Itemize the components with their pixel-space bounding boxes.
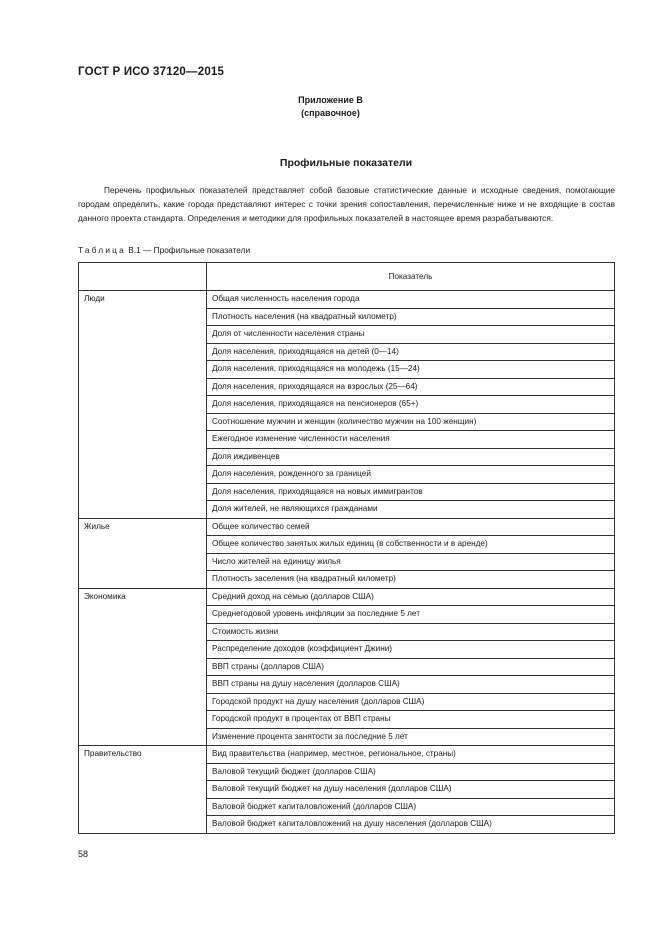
indicator-cell: Число жителей на единицу жилья <box>207 553 615 571</box>
indicator-cell: Валовой бюджет капиталовложений (долларов США) <box>207 798 615 816</box>
table-row <box>79 518 615 536</box>
indicator-cell: Плотность заселения (на квадратный километр) <box>207 571 615 589</box>
table-body <box>79 291 615 834</box>
intro-text: Перечень профильных показателей представляет собой базовые статистические данные и исходные сведения, помогающие городам определить, какие города представляют интерес с точки зрения сопоставления, перечисленные ниже и не входящие в состав данного проекта стандарта. Определения и методики для профильных показателей в настоящее время разрабатываются. <box>78 185 615 223</box>
indicator-cell: Валовой текущий бюджет (долларов США) <box>207 763 615 781</box>
section-title: Профильные показатели <box>279 157 413 169</box>
category-cell: Люди <box>79 291 207 519</box>
profile-indicators-table <box>78 262 615 834</box>
indicator-cell: Доля населения, приходящаяся на пенсионеров (65+) <box>207 396 615 414</box>
indicator-cell: Изменение процента занятости за последние 5 лет <box>207 728 615 746</box>
appendix-subtitle: (справочное) <box>301 108 360 118</box>
table-row <box>79 291 615 309</box>
indicator-cell: Доля населения, приходящаяся на новых иммигрантов <box>207 483 615 501</box>
table-caption <box>78 245 250 255</box>
category-cell: Правительство <box>79 746 207 834</box>
indicator-cell: Ежегодное изменение численности населения <box>207 431 615 449</box>
indicator-cell: Доля населения, приходящаяся на молодежь (15—24) <box>207 361 615 379</box>
header-indicator: Показатель <box>207 263 615 291</box>
indicator-cell: ВВП страны на душу населения (долларов США) <box>207 676 615 694</box>
indicator-cell: Плотность населения (на квадратный километр) <box>207 308 615 326</box>
indicator-cell: Доля иждивенцев <box>207 448 615 466</box>
page-number: 58 <box>78 849 89 859</box>
indicator-cell: Валовой текущий бюджет на душу населения (долларов США) <box>207 781 615 799</box>
table-row <box>79 746 615 764</box>
indicator-cell: Распределение доходов (коэффициент Джини) <box>207 641 615 659</box>
header-category <box>79 263 207 291</box>
indicator-cell: Доля от численности населения страны <box>207 326 615 344</box>
indicator-cell: Общее количество занятых жилых единиц (в собственности и в аренде) <box>207 536 615 554</box>
indicator-cell: Городской продукт на душу населения (долларов США) <box>207 693 615 711</box>
appendix-title: Приложение В <box>298 95 363 105</box>
indicator-cell: Соотношение мужчин и женщин (количество мужчин на 100 женщин) <box>207 413 615 431</box>
document-code: ГОСТ Р ИСО 37120—2015 <box>78 66 225 78</box>
indicator-cell: Стоимость жизни <box>207 623 615 641</box>
table-header-row <box>79 263 615 291</box>
category-cell: Жилье <box>79 518 207 588</box>
table-row <box>79 588 615 606</box>
intro-paragraph <box>78 183 615 225</box>
indicator-cell: Вид правительства (например, местное, региональное, страны) <box>207 746 615 764</box>
indicator-cell: Доля жителей, не являющихся гражданами <box>207 501 615 519</box>
indicator-cell: Общая численность населения города <box>207 291 615 309</box>
indicator-cell: Доля населения, рожденного за границей <box>207 466 615 484</box>
indicator-cell: Городской продукт в процентах от ВВП страны <box>207 711 615 729</box>
table-caption-prefix: Таблица <box>78 245 126 255</box>
category-cell: Экономика <box>79 588 207 746</box>
indicator-cell: Средний доход на семью (долларов США) <box>207 588 615 606</box>
indicator-cell: Доля населения, приходящаяся на детей (0—14) <box>207 343 615 361</box>
indicator-cell: Доля населения, приходящаяся на взрослых (25—64) <box>207 378 615 396</box>
indicator-cell: Валовой бюджет капиталовложений на душу населения (долларов США) <box>207 816 615 834</box>
indicator-cell: Общее количество семей <box>207 518 615 536</box>
table-caption-text: В.1 — Профильные показатели <box>128 245 251 255</box>
indicator-cell: ВВП страны (долларов США) <box>207 658 615 676</box>
indicator-cell: Среднегодовой уровень инфляции за последние 5 лет <box>207 606 615 624</box>
